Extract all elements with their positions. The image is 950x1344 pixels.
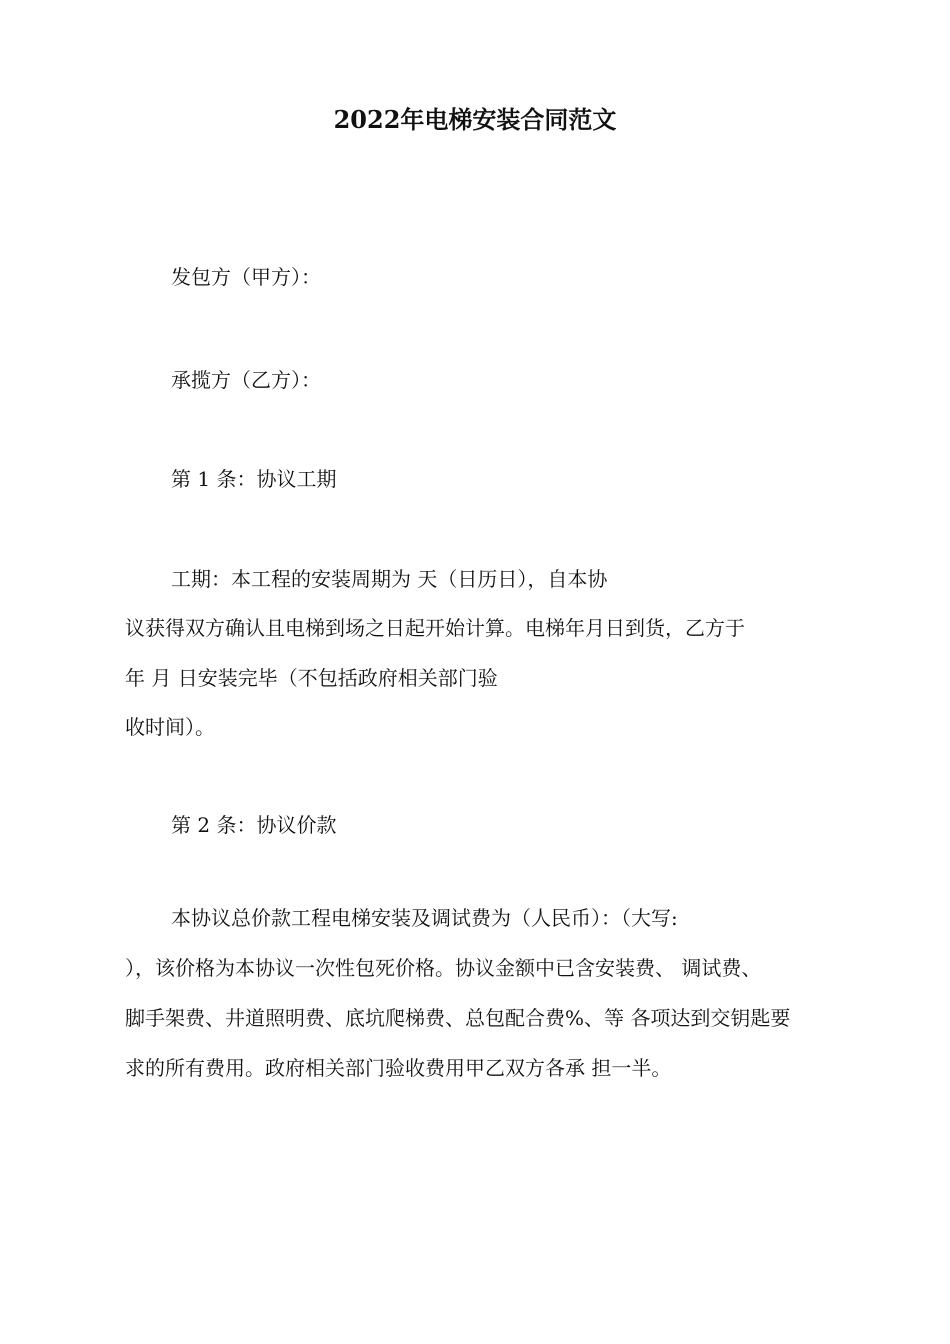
article-1-line: 年 月 日安装完毕（不包括政府相关部门验 [125,666,498,690]
article-1-line: 议获得双方确认且电梯到场之日起开始计算。电梯年月日到货，乙方于 [125,616,745,640]
article-2-line: 脚手架费、井道照明费、底坑爬梯费、总包配合费%、等 各项达到交钥匙要 [125,1006,791,1030]
document-title: 2022年电梯安装合同范文 [333,105,617,134]
article-1-line: 收时间）。 [125,715,215,739]
party-b-label: 承揽方（乙方）： [171,368,321,392]
article-2-line: ），该价格为本协议一次性包死价格。协议金额中已含安装费、 调试费、 [125,956,762,980]
article-2-line: 求的所有费用。政府相关部门验收费用甲乙双方各承 担一半。 [125,1056,672,1080]
article-1-heading: 第 1 条：协议工期 [171,467,337,491]
article-2-line: 本协议总价款工程电梯安装及调试费为（人民币）：（大写: [171,906,678,930]
article-2-heading: 第 2 条：协议价款 [171,813,337,837]
party-a-label: 发包方（甲方）： [171,265,321,289]
article-1-line: 工期：本工程的安装周期为 天（日历日），自本协 [171,567,608,591]
